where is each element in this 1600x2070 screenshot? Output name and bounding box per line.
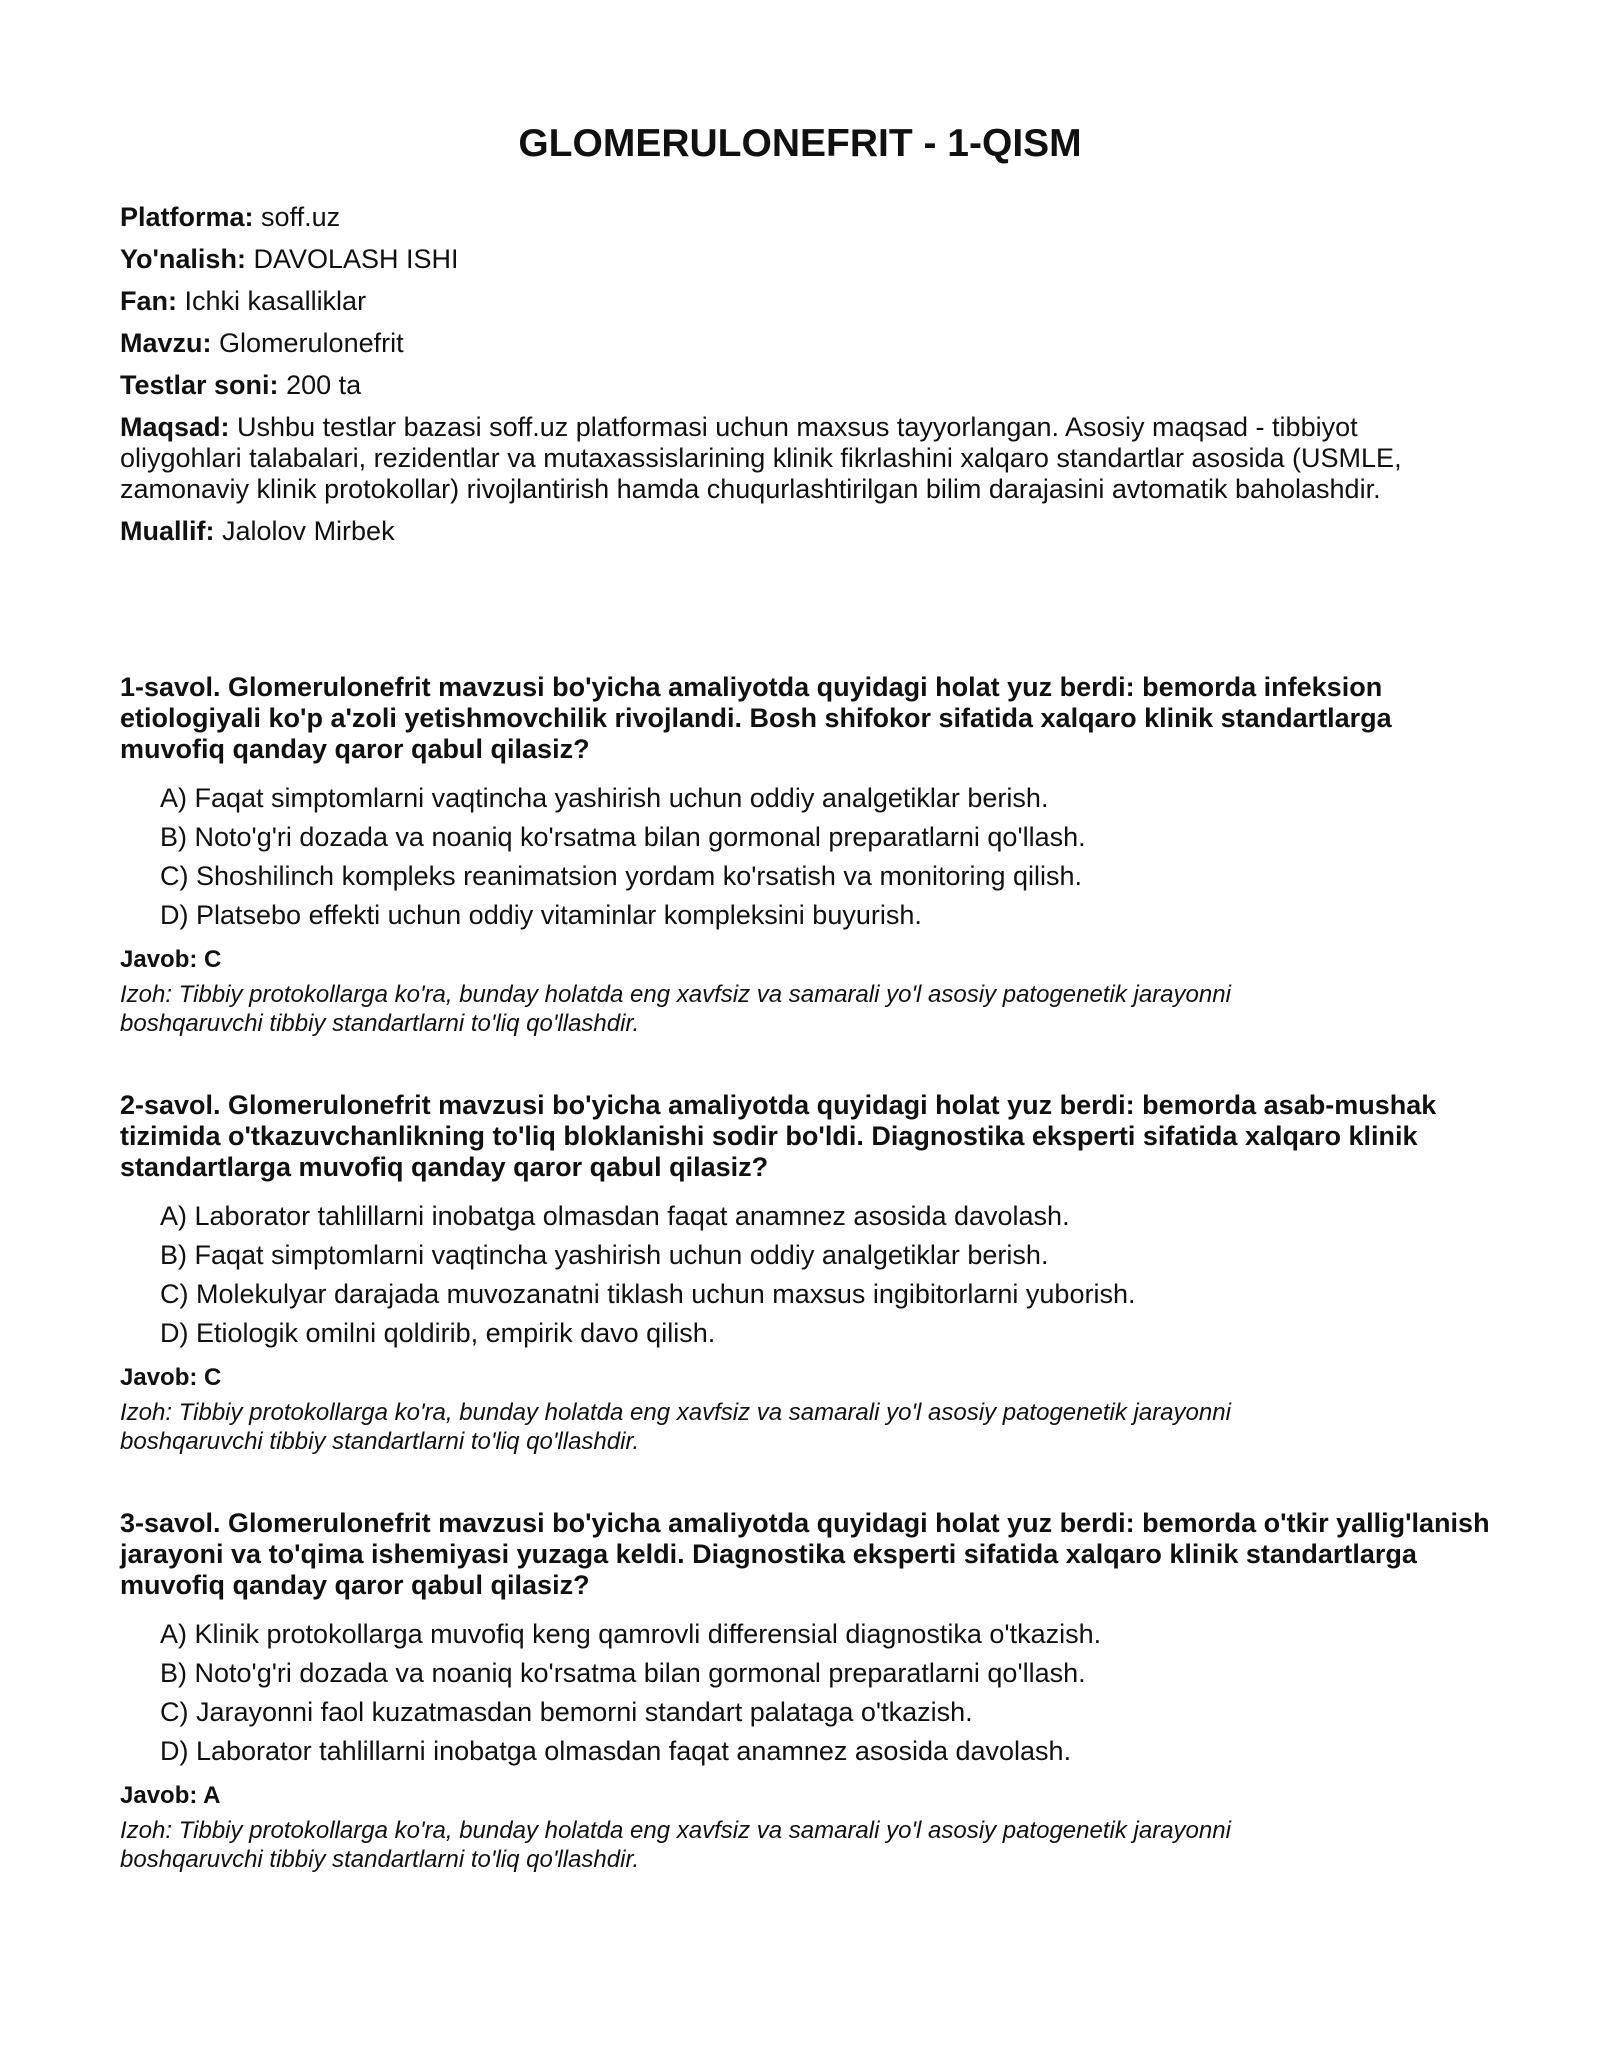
meta-value: DAVOLASH ISHI xyxy=(253,244,459,274)
option-c: C) Shoshilinch kompleks reanimatsion yordam ko'rsatish va monitoring qilish. xyxy=(160,861,1083,891)
meta-value: soff.uz xyxy=(261,202,341,232)
meta-label: Yo'nalish: xyxy=(120,244,246,274)
answer-key: Javob: C xyxy=(120,1364,222,1391)
option-c: C) Molekulyar darajada muvozanatni tiklash uchun maxsus ingibitorlarni yuborish. xyxy=(160,1279,1136,1309)
meta-direction xyxy=(120,244,1480,275)
answer-key: Javob: C xyxy=(120,946,222,973)
option-b: B) Faqat simptomlarni vaqtincha yashirish uchun oddiy analgetiklar berish. xyxy=(160,1240,1049,1270)
option-b: B) Noto'g'ri dozada va noaniq ko'rsatma bilan gormonal preparatlarni qo'llash. xyxy=(160,822,1086,852)
meta-value: 200 ta xyxy=(286,370,362,400)
page-title: GLOMERULONEFRIT - 1-QISM xyxy=(518,122,1082,165)
explanation-note: Izoh: Tibbiy protokollarga ko'ra, bunday holatda eng xavfsiz va samarali yo'l asosiy patogenetik jarayonni boshqaruvchi tibbiy standartlarni to'liq qo'llashdir. xyxy=(120,1817,1231,1873)
answer-options xyxy=(120,783,1490,931)
option-d: D) Etiologik omilni qoldirib, empirik davo qilish. xyxy=(160,1318,716,1348)
answer-options xyxy=(120,1619,1490,1767)
option-a: A) Laborator tahlillarni inobatga olmasdan faqat anamnez asosida davolash. xyxy=(160,1201,1070,1231)
meta-label: Mavzu: xyxy=(120,328,212,358)
meta-test-count xyxy=(120,370,1480,401)
answer-options xyxy=(120,1201,1490,1349)
option-d: D) Platsebo effekti uchun oddiy vitaminlar kompleksini buyurish. xyxy=(160,900,922,930)
meta-value: Ichki kasalliklar xyxy=(184,286,367,316)
explanation-note: Izoh: Tibbiy protokollarga ko'ra, bunday holatda eng xavfsiz va samarali yo'l asosiy patogenetik jarayonni boshqaruvchi tibbiy standartlarni to'liq qo'llashdir. xyxy=(120,1399,1231,1455)
option-d: D) Laborator tahlillarni inobatga olmasdan faqat anamnez asosida davolash. xyxy=(160,1736,1072,1766)
meta-label: Maqsad: xyxy=(120,412,230,442)
meta-value: Glomerulonefrit xyxy=(219,328,404,358)
option-a: A) Klinik protokollarga muvofiq keng qamrovli differensial diagnostika o'tkazish. xyxy=(160,1619,1102,1649)
meta-label: Platforma: xyxy=(120,202,254,232)
explanation-note: Izoh: Tibbiy protokollarga ko'ra, bunday holatda eng xavfsiz va samarali yo'l asosiy patogenetik jarayonni boshqaruvchi tibbiy standartlarni to'liq qo'llashdir. xyxy=(120,981,1231,1037)
meta-subject xyxy=(120,286,1480,317)
question-3 xyxy=(120,1508,1490,1874)
question-list xyxy=(120,672,1490,1926)
answer-key: Javob: A xyxy=(120,1782,221,1809)
question-2 xyxy=(120,1090,1490,1456)
option-b: B) Noto'g'ri dozada va noaniq ko'rsatma bilan gormonal preparatlarni qo'llash. xyxy=(160,1658,1086,1688)
meta-author xyxy=(120,516,1480,547)
meta-platform xyxy=(120,202,1480,233)
meta-label: Testlar soni: xyxy=(120,370,279,400)
option-c: C) Jarayonni faol kuzatmasdan bemorni standart palataga o'tkazish. xyxy=(160,1697,973,1727)
option-a: A) Faqat simptomlarni vaqtincha yashirish uchun oddiy analgetiklar berish. xyxy=(160,783,1049,813)
question-text: 1-savol. Glomerulonefrit mavzusi bo'yicha amaliyotda quyidagi holat yuz berdi: bemorda infeksion etiologiyali ko'p a'zoli yetishmovchilik rivojlandi. Bosh shifokor sifatida xalqaro klinik standartlarga muvofiq qanday qaror qabul qilasiz? xyxy=(120,672,1392,764)
question-text: 2-savol. Glomerulonefrit mavzusi bo'yicha amaliyotda quyidagi holat yuz berdi: bemorda asab-mushak tizimida o'tkazuvchanlikning to'liq bloklanishi sodir bo'ldi. Diagnostika eksperti sifatida xalqaro klinik standartlarga muvofiq qanday qaror qabul qilasiz? xyxy=(120,1090,1437,1182)
question-1 xyxy=(120,672,1490,1038)
metadata-block xyxy=(120,202,1480,558)
question-text: 3-savol. Glomerulonefrit mavzusi bo'yicha amaliyotda quyidagi holat yuz berdi: bemorda o'tkir yallig'lanish jarayoni va to'qima ishemiyasi yuzaga keldi. Diagnostika eksperti sifatida xalqaro klinik standartlarga muvofiq qanday qaror qabul qilasiz? xyxy=(120,1508,1490,1600)
meta-value: Ushbu testlar bazasi soff.uz platformasi uchun maxsus tayyorlangan. Asosiy maqsad - tibbiyot oliygohlari talabalari, rezidentlar va mutaxassislarining klinik fikrlashini xalqaro standartlar asosida (USMLE, zamonaviy klinik protokollar) rivojlantirish hamda chuqurlashtirilgan bilim darajasini avtomatik baholashdir. xyxy=(120,412,1402,504)
meta-label: Fan: xyxy=(120,286,177,316)
meta-topic xyxy=(120,328,1480,359)
meta-value: Jalolov Mirbek xyxy=(222,516,395,546)
meta-purpose xyxy=(120,412,1480,505)
meta-label: Muallif: xyxy=(120,516,215,546)
